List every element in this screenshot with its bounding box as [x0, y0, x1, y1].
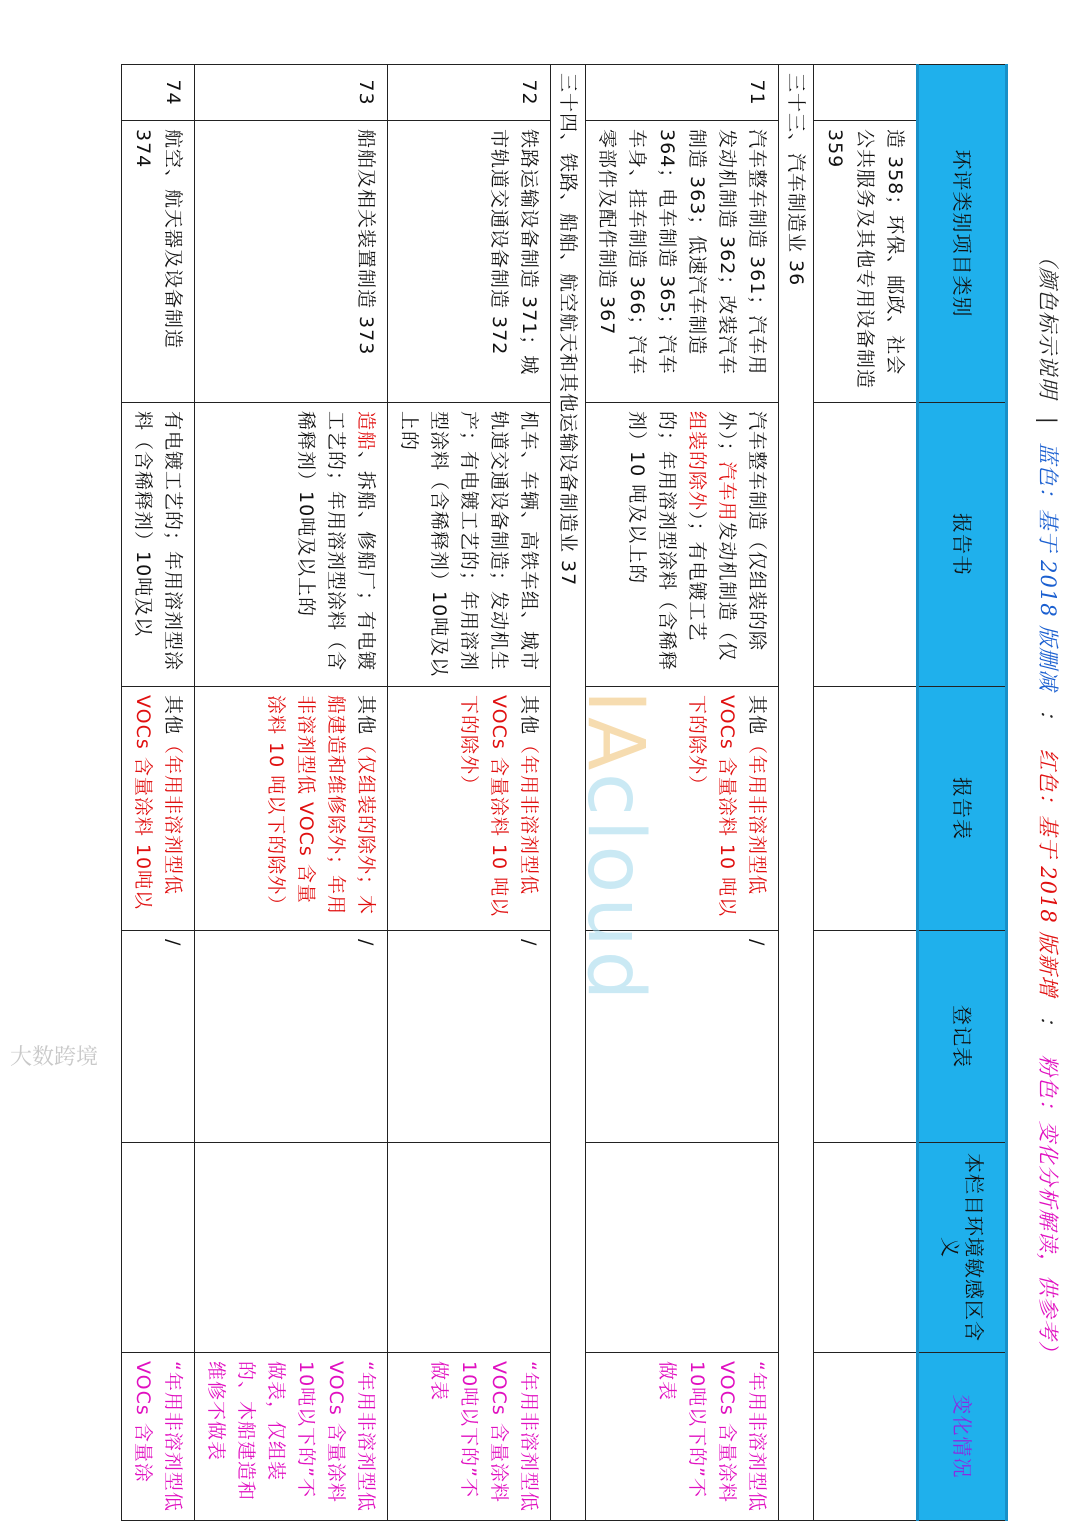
report-book-cell — [195, 403, 388, 687]
table-row — [388, 65, 551, 1521]
legend-separator: | — [1036, 416, 1060, 425]
report-book-cell — [586, 403, 779, 687]
registration-cell: / — [586, 931, 779, 1143]
change-cell: “年用非溶剂型低 VOCs 含量涂料 10吨以下的”不做表 — [586, 1353, 779, 1521]
category-cell: 航空、航天器及设备制造 374 — [122, 121, 195, 403]
row-num-cell — [814, 65, 918, 121]
report-book-added: 组装的除外 — [686, 411, 708, 512]
section-33-title: 三十三、汽车制造业 36 — [779, 65, 814, 1521]
report-book-cell: 机车、车辆、高铁车组、城市轨道交通设备制造；发动机生产；有电镀工艺的；年用溶剂型涂料（含稀释剂）10吨及以上的 — [388, 403, 551, 687]
header-registration: 登记表 — [918, 931, 1007, 1143]
registration-cell: / — [122, 931, 195, 1143]
row-num: 73 — [195, 65, 388, 121]
report-form-added: （仅组装的除外；木船建造和维修除外；年用非溶剂型低 VOCs 含量涂料 10 吨以下的除外） — [265, 695, 377, 916]
header-report-book: 报告书 — [918, 403, 1007, 687]
report-form-text: 其他 — [162, 695, 184, 736]
header-sensitive-area: 本栏目环境敏感区含义 — [918, 1143, 1007, 1353]
header-category: 环评类别项目类别 — [918, 65, 1007, 403]
report-book-text: 发动机制造（仅 — [716, 521, 738, 662]
header-report-form: 报告表 — [918, 687, 1007, 931]
sensitive-area-cell — [195, 1143, 388, 1353]
category-cell: 汽车整车制造 361；汽车用发动机制造 362；改装汽车制造 363；低速汽车制造 364；电车制造 365；汽车车身、挂车制造 366；汽车零部件及配件制造 367 — [586, 121, 779, 403]
report-form-added: （年用非溶剂型低 VOCs 含量涂料 10 吨以下的除外） — [458, 695, 540, 918]
category-cell: 铁路运输设备制造 371；城市轨道交通设备制造 372 — [388, 121, 551, 403]
table-row — [814, 65, 918, 1521]
report-form-cell — [388, 687, 551, 931]
section-row — [779, 65, 814, 1521]
change-cell: “年用非溶剂型低 VOCs 含量涂料 10吨以下的”不做表，仅组装的、木船建造和维修不做表 — [195, 1353, 388, 1521]
table-row — [195, 65, 388, 1521]
legend-red: 红色：基于 2018 版新增 — [1036, 748, 1060, 998]
report-form-added: （年用非溶剂型低 VOCs 含量涂料 10 吨以下的除外） — [686, 695, 768, 918]
report-form-added: （年用非溶剂型低 VOCs 含量涂料 10吨以 — [132, 695, 184, 911]
report-form-text: 其他 — [518, 695, 540, 736]
change-cell: “年用非溶剂型低 VOCs 含量涂 — [122, 1353, 195, 1521]
report-form-cell — [195, 687, 388, 931]
registration-cell: / — [195, 931, 388, 1143]
sensitive-area-cell — [122, 1143, 195, 1353]
report-form-text: 其他 — [746, 695, 768, 736]
report-book-added: 汽车用 — [716, 461, 738, 522]
report-book-text: ）；有电镀工艺的；年用溶剂型涂料（含稀释剂）10 吨及以上的 — [626, 411, 708, 672]
report-book-cell: 有电镀工艺的；年用溶剂型涂料（含稀释剂）10吨及以 — [122, 403, 195, 687]
sensitive-area-cell — [586, 1143, 779, 1353]
change-cell: “年用非溶剂型低 VOCs 含量涂料 10吨以下的”不做表 — [388, 1353, 551, 1521]
legend-colon-2: ： — [1036, 1015, 1060, 1038]
category-cell: 造 358；环保、邮政、社会公共服务及其他专用设备制造 359 — [814, 121, 918, 403]
report-form-text: 其他 — [355, 695, 377, 736]
footer-watermark: 大数跨境 — [10, 1045, 99, 1070]
legend-blue: 蓝色：基于 2018 版删减 — [1036, 442, 1060, 692]
legend-pink: 粉色：变化分析解读，供参考） — [1036, 1054, 1060, 1363]
eia-category-table — [121, 64, 1008, 1521]
row-num: 72 — [388, 65, 551, 121]
watermark-left: IA — [570, 690, 660, 773]
sensitive-area-cell — [388, 1143, 551, 1353]
row-num: 71 — [586, 65, 779, 121]
change-cell — [814, 1353, 918, 1521]
report-book-added: 造船 — [355, 411, 377, 452]
report-book-cell — [814, 403, 918, 687]
report-book-text: 汽车整车制造（仅组装的除外）； — [716, 411, 768, 652]
legend-prefix: （颜色标示说明 — [1036, 245, 1060, 399]
registration-cell: / — [388, 931, 551, 1143]
watermark-right: cloud — [570, 773, 660, 1005]
report-form-cell — [814, 687, 918, 931]
row-num: 74 — [122, 65, 195, 121]
color-legend — [1034, 245, 1064, 1495]
report-form-cell — [122, 687, 195, 931]
legend-colon-1: ： — [1036, 708, 1060, 731]
category-cell: 船舶及相关装置制造 373 — [195, 121, 388, 403]
table-header-row — [918, 65, 1007, 1521]
registration-cell — [814, 931, 918, 1143]
section-34-title: 三十四、铁路、船舶、航空航天和其他运输设备制造业 37 — [551, 65, 586, 1521]
sensitive-area-cell — [814, 1143, 918, 1353]
header-change: 变化情况 — [918, 1353, 1007, 1521]
table-row — [122, 65, 195, 1521]
iacloud-watermark — [570, 690, 660, 1004]
report-book-text: 、拆船、修船厂；有电镀工艺的；年用溶剂型涂料（含稀释剂）10吨及以上的 — [295, 411, 377, 672]
